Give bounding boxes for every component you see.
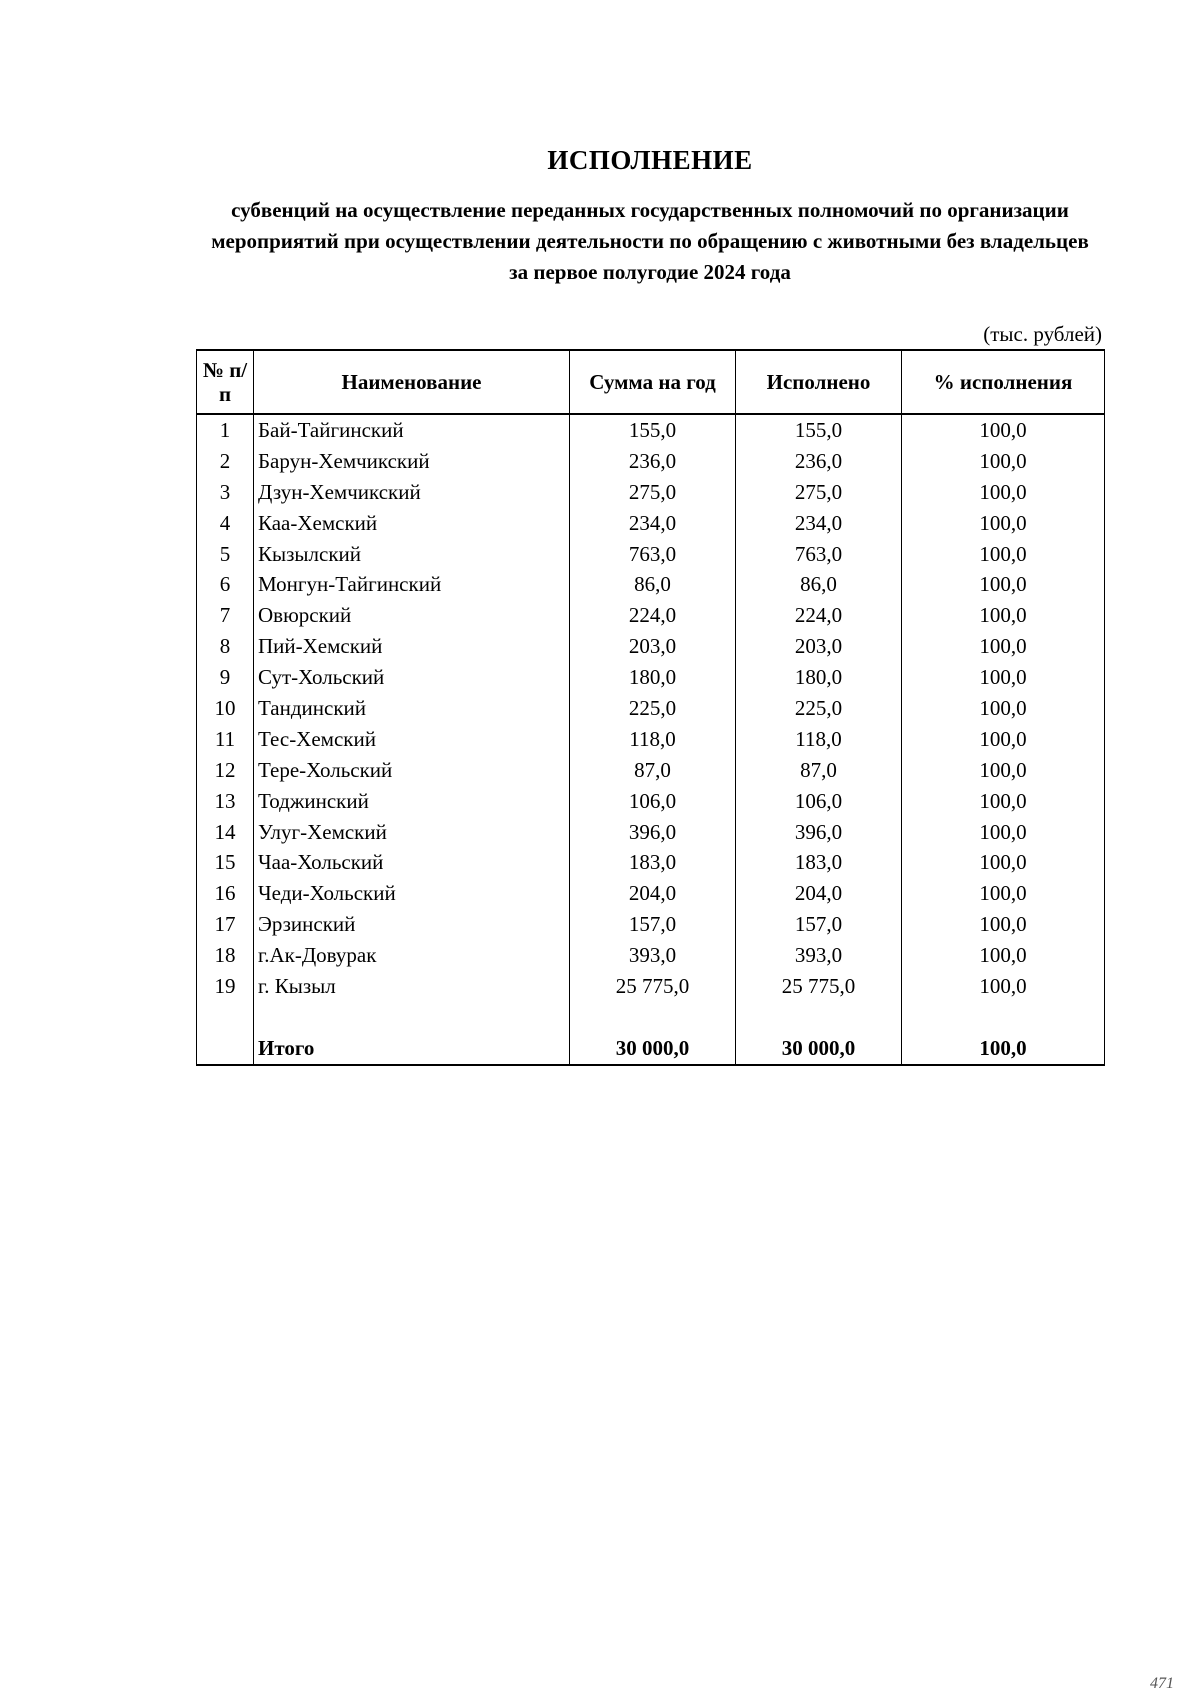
row-name: Тес-Хемский xyxy=(254,724,570,755)
row-percent: 100,0 xyxy=(902,631,1105,662)
row-num: 10 xyxy=(197,693,254,724)
row-annual: 157,0 xyxy=(570,909,736,940)
row-name: Пий-Хемский xyxy=(254,631,570,662)
row-percent: 100,0 xyxy=(902,909,1105,940)
table-row xyxy=(197,631,1105,662)
row-annual: 87,0 xyxy=(570,755,736,786)
table-row xyxy=(197,724,1105,755)
row-num: 4 xyxy=(197,508,254,539)
row-name: Улуг-Хемский xyxy=(254,817,570,848)
header-percent: % исполнения xyxy=(902,350,1105,414)
row-executed: 106,0 xyxy=(736,786,902,817)
row-percent: 100,0 xyxy=(902,817,1105,848)
row-executed: 155,0 xyxy=(736,414,902,446)
row-executed: 763,0 xyxy=(736,539,902,570)
row-name: г.Ак-Довурак xyxy=(254,940,570,971)
row-name: Эрзинский xyxy=(254,909,570,940)
table-row xyxy=(197,477,1105,508)
row-percent: 100,0 xyxy=(902,971,1105,1002)
row-percent: 100,0 xyxy=(902,786,1105,817)
row-name: Кызылский xyxy=(254,539,570,570)
row-percent: 100,0 xyxy=(902,724,1105,755)
row-percent: 100,0 xyxy=(902,600,1105,631)
row-name: г. Кызыл xyxy=(254,971,570,1002)
row-num: 11 xyxy=(197,724,254,755)
row-num: 2 xyxy=(197,446,254,477)
row-annual: 396,0 xyxy=(570,817,736,848)
row-executed: 204,0 xyxy=(736,878,902,909)
row-executed: 86,0 xyxy=(736,569,902,600)
row-name: Тере-Хольский xyxy=(254,755,570,786)
table-row xyxy=(197,414,1105,446)
row-percent: 100,0 xyxy=(902,508,1105,539)
total-executed: 30 000,0 xyxy=(736,1033,902,1065)
row-percent: 100,0 xyxy=(902,569,1105,600)
row-percent: 100,0 xyxy=(902,755,1105,786)
row-name: Барун-Хемчикский xyxy=(254,446,570,477)
row-percent: 100,0 xyxy=(902,878,1105,909)
row-name: Чаа-Хольский xyxy=(254,847,570,878)
table-row xyxy=(197,971,1105,1002)
table-row xyxy=(197,817,1105,848)
row-annual: 25 775,0 xyxy=(570,971,736,1002)
document-title: ИСПОЛНЕНИЕ xyxy=(547,145,753,175)
row-name: Тоджинский xyxy=(254,786,570,817)
row-percent: 100,0 xyxy=(902,847,1105,878)
row-executed: 225,0 xyxy=(736,693,902,724)
row-name: Овюрский xyxy=(254,600,570,631)
table-row xyxy=(197,446,1105,477)
row-annual: 224,0 xyxy=(570,600,736,631)
table-row xyxy=(197,693,1105,724)
row-percent: 100,0 xyxy=(902,539,1105,570)
table-row xyxy=(197,909,1105,940)
row-executed: 234,0 xyxy=(736,508,902,539)
row-name: Дзун-Хемчикский xyxy=(254,477,570,508)
spacer-row xyxy=(197,1002,1105,1033)
units-label: (тыс. рублей) xyxy=(983,322,1102,346)
total-annual: 30 000,0 xyxy=(570,1033,736,1065)
row-annual: 86,0 xyxy=(570,569,736,600)
row-annual: 236,0 xyxy=(570,446,736,477)
row-annual: 204,0 xyxy=(570,878,736,909)
row-percent: 100,0 xyxy=(902,662,1105,693)
row-num: 9 xyxy=(197,662,254,693)
row-name: Каа-Хемский xyxy=(254,508,570,539)
row-executed: 157,0 xyxy=(736,909,902,940)
row-num: 15 xyxy=(197,847,254,878)
row-annual: 203,0 xyxy=(570,631,736,662)
table-row xyxy=(197,755,1105,786)
table-header-row xyxy=(197,350,1105,414)
row-percent: 100,0 xyxy=(902,940,1105,971)
row-num: 14 xyxy=(197,817,254,848)
row-executed: 118,0 xyxy=(736,724,902,755)
row-num: 7 xyxy=(197,600,254,631)
row-num: 19 xyxy=(197,971,254,1002)
row-num: 16 xyxy=(197,878,254,909)
row-executed: 236,0 xyxy=(736,446,902,477)
row-percent: 100,0 xyxy=(902,477,1105,508)
row-name: Сут-Хольский xyxy=(254,662,570,693)
header-num: № п/п xyxy=(197,350,254,414)
table-row xyxy=(197,569,1105,600)
table-row xyxy=(197,662,1105,693)
row-name: Тандинский xyxy=(254,693,570,724)
header-annual: Сумма на год xyxy=(570,350,736,414)
row-executed: 275,0 xyxy=(736,477,902,508)
total-name: Итого xyxy=(254,1033,570,1065)
row-num: 13 xyxy=(197,786,254,817)
total-percent: 100,0 xyxy=(902,1033,1105,1065)
row-annual: 106,0 xyxy=(570,786,736,817)
page-mark: 471 xyxy=(1150,1675,1174,1692)
row-executed: 224,0 xyxy=(736,600,902,631)
table-row xyxy=(197,940,1105,971)
row-num: 5 xyxy=(197,539,254,570)
row-num: 12 xyxy=(197,755,254,786)
row-annual: 155,0 xyxy=(570,414,736,446)
row-annual: 234,0 xyxy=(570,508,736,539)
table-row xyxy=(197,539,1105,570)
row-executed: 180,0 xyxy=(736,662,902,693)
row-num: 8 xyxy=(197,631,254,662)
row-num: 18 xyxy=(197,940,254,971)
total-row xyxy=(197,1033,1105,1065)
row-num: 6 xyxy=(197,569,254,600)
table-body xyxy=(197,414,1105,1065)
table-row xyxy=(197,847,1105,878)
row-name: Бай-Тайгинский xyxy=(254,414,570,446)
row-percent: 100,0 xyxy=(902,414,1105,446)
total-num xyxy=(197,1033,254,1065)
row-num: 3 xyxy=(197,477,254,508)
row-annual: 118,0 xyxy=(570,724,736,755)
row-percent: 100,0 xyxy=(902,446,1105,477)
row-annual: 225,0 xyxy=(570,693,736,724)
row-executed: 87,0 xyxy=(736,755,902,786)
row-num: 17 xyxy=(197,909,254,940)
table-row xyxy=(197,508,1105,539)
row-name: Монгун-Тайгинский xyxy=(254,569,570,600)
row-name: Чеди-Хольский xyxy=(254,878,570,909)
row-num: 1 xyxy=(197,414,254,446)
row-executed: 393,0 xyxy=(736,940,902,971)
row-annual: 180,0 xyxy=(570,662,736,693)
table-row xyxy=(197,600,1105,631)
row-percent: 100,0 xyxy=(902,693,1105,724)
header-executed: Исполнено xyxy=(736,350,902,414)
row-executed: 25 775,0 xyxy=(736,971,902,1002)
execution-table xyxy=(196,349,1105,1066)
table-row xyxy=(197,878,1105,909)
header-name: Наименование xyxy=(254,350,570,414)
table-row xyxy=(197,786,1105,817)
row-annual: 275,0 xyxy=(570,477,736,508)
row-executed: 203,0 xyxy=(736,631,902,662)
row-executed: 183,0 xyxy=(736,847,902,878)
row-annual: 393,0 xyxy=(570,940,736,971)
row-annual: 763,0 xyxy=(570,539,736,570)
row-annual: 183,0 xyxy=(570,847,736,878)
row-executed: 396,0 xyxy=(736,817,902,848)
document-subtitle: субвенций на осуществление переданных государственных полномочий по организации мероприятий при осуществлении деятельности по обращению с животными без владельцев за первое полугодие 2024 года xyxy=(211,198,1089,284)
